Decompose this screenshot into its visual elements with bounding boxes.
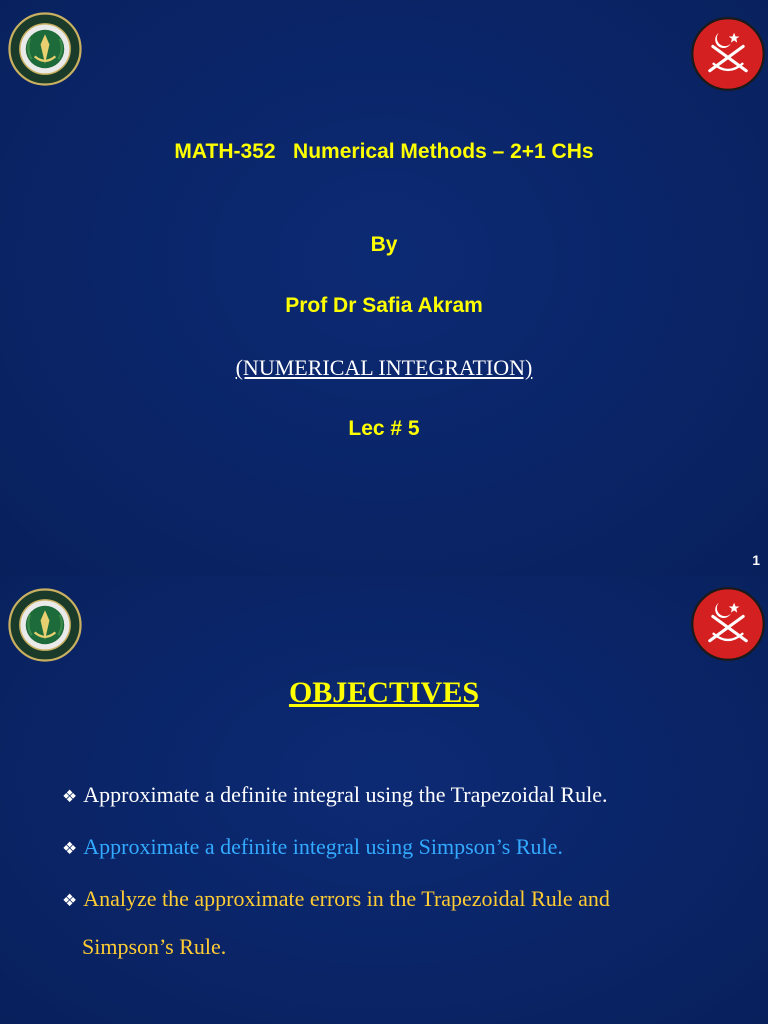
college-crest-icon [8,588,82,662]
objective-item [62,772,742,820]
objective-item [62,876,742,970]
slide-number: 1 [752,552,760,568]
army-emblem-icon [690,586,766,662]
slide-objectives [0,576,768,1024]
objective-text: Approximate a definite integral using the Trapezoidal Rule. [83,782,608,807]
course-title: MATH-352 Numerical Methods – 2+1 CHs [174,140,594,163]
army-emblem-icon [690,16,766,92]
diamond-bullet-icon: ❖ [62,839,78,859]
topic-title: (NUMERICAL INTEGRATION) [235,355,533,380]
diamond-bullet-icon: ❖ [62,891,78,911]
objective-text: Analyze the approximate errors in the Trapezoidal Rule and [83,886,610,911]
objective-text-continued: Simpson’s Rule. [82,934,227,959]
author-name: Prof Dr Safia Akram [285,294,483,317]
objective-text: Approximate a definite integral using Simpson’s Rule. [83,834,563,859]
lecture-number: Lec # 5 [348,417,420,440]
by-label: By [370,233,398,256]
college-crest-icon [8,12,82,86]
diamond-bullet-icon: ❖ [62,787,78,807]
objective-item [62,824,742,872]
objectives-heading: OBJECTIVES [288,676,480,709]
